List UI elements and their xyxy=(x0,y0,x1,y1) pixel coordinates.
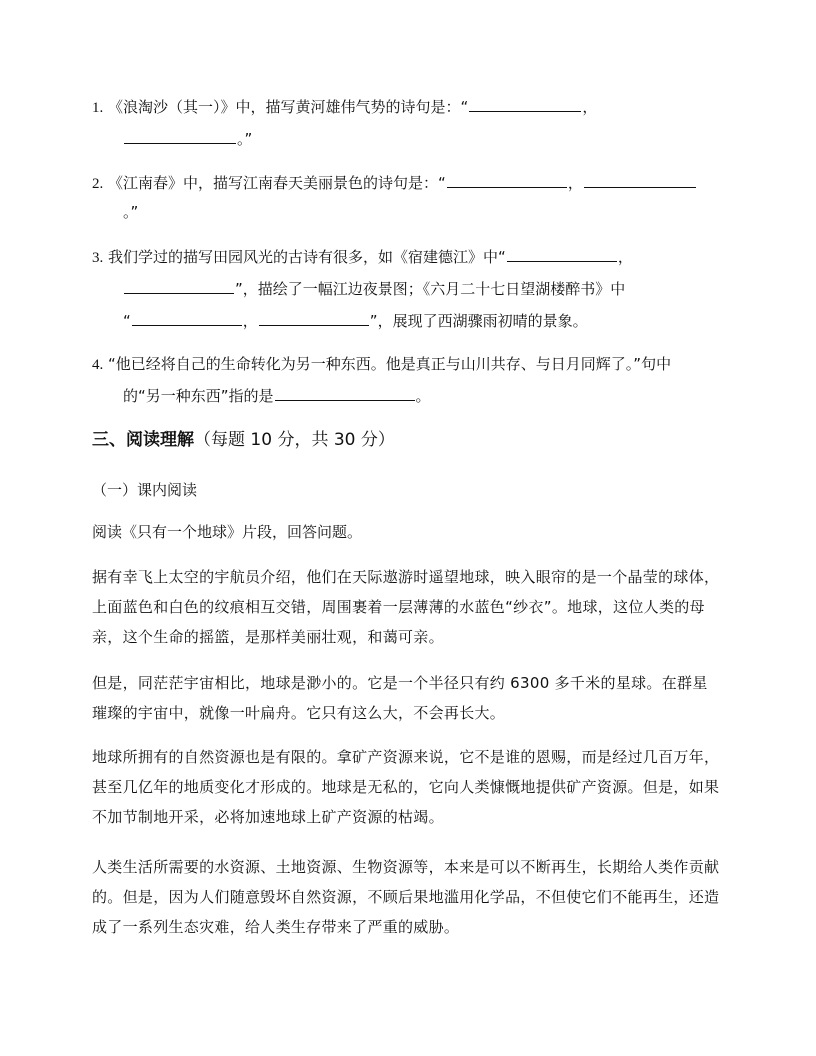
quote-mark: “ xyxy=(123,312,131,330)
passage-paragraph-2: 但是，同茫茫宇宙相比，地球是渺小的。它是一个半径只有约 6300 多千米的星球。在群星璀璨的宇宙中，就像一叶扁舟。它只有这么大，不会再长大。 xyxy=(92,674,708,722)
subsection-title: （一）课内阅读 xyxy=(92,481,198,499)
answer-blank[interactable] xyxy=(447,172,567,188)
question-1-line-2 xyxy=(123,128,252,149)
question-number: 3. xyxy=(92,250,104,266)
question-text: 的“另一种东西”指的是 xyxy=(123,387,274,405)
answer-blank[interactable] xyxy=(259,310,369,326)
passage-paragraph-3: 地球所拥有的自然资源也是有限的。拿矿产资源来说，它不是谁的恩赐，而是经过几百万年，甚至几亿年的地质变化才形成的。地球是无私的，它向人类慷慨地提供矿产资源。但是，如果不加节制地开采，必将加速地球上矿产资源的枯竭。 xyxy=(92,748,720,826)
question-3-line-2 xyxy=(123,278,625,299)
section-heading xyxy=(92,428,395,452)
answer-blank[interactable] xyxy=(507,246,617,262)
question-4-line-2 xyxy=(123,385,431,406)
question-end: 。 xyxy=(415,387,431,405)
separator: ， xyxy=(582,98,598,116)
question-text: “他已经将自己的生命转化为另一种东西。他是真正与山川共存、与日月同辉了。”句中 xyxy=(108,355,672,373)
question-3-line-3 xyxy=(123,310,588,331)
question-4-line-1 xyxy=(92,354,671,375)
question-number: 4. xyxy=(92,357,104,373)
separator: ， xyxy=(242,312,258,330)
question-1-line-1 xyxy=(92,96,597,118)
passage-paragraph-4: 人类生活所需要的水资源、土地资源、生物资源等，本来是可以不断再生，长期给人类作贡献的。但是，因为人们随意毁坏自然资源，不顾后果地滥用化学品，不但使它们不能再生，还造成了一系列生态灾难，给人类生存带来了严重的威胁。 xyxy=(92,858,720,936)
question-number: 1. xyxy=(92,100,104,116)
question-number: 2. xyxy=(92,176,104,192)
answer-blank[interactable] xyxy=(132,310,242,326)
answer-blank[interactable] xyxy=(124,128,236,144)
section-title: 三、阅读理解 xyxy=(92,430,194,450)
answer-blank[interactable] xyxy=(469,96,581,112)
section-note: （每题 10 分，共 30 分） xyxy=(194,430,395,450)
question-text: ”，展现了西湖骤雨初晴的景象。 xyxy=(369,312,588,330)
separator: ， xyxy=(567,174,583,192)
passage-paragraph-1: 据有幸飞上太空的宇航员介绍，他们在天际遨游时遥望地球，映入眼帘的是一个晶莹的球体，上面蓝色和白色的纹痕相互交错，周围裹着一层薄薄的水蓝色“纱衣”。地球，这位人类的母亲，这个生命的摇篮，是那样美丽壮观，和蔼可亲。 xyxy=(92,568,720,646)
question-2-line-2 xyxy=(123,202,138,222)
reading-instruction: 阅读《只有一个地球》片段，回答问题。 xyxy=(92,523,363,541)
question-text: 我们学过的描写田园风光的古诗有很多，如《宿建德江》中“ xyxy=(108,248,506,266)
answer-blank[interactable] xyxy=(584,172,696,188)
answer-blank[interactable] xyxy=(275,385,415,401)
question-text: 《浪淘沙（其一）》中，描写黄河雄伟气势的诗句是：“ xyxy=(108,98,469,116)
question-3-line-1 xyxy=(92,246,633,268)
question-end: 。” xyxy=(237,130,253,148)
separator: ， xyxy=(617,248,633,266)
question-text: 《江南春》中，描写江南春天美丽景色的诗句是：“ xyxy=(108,174,446,192)
answer-blank[interactable] xyxy=(124,278,234,294)
question-text: ”，描绘了一幅江边夜景图；《六月二十七日望湖楼醉书》中 xyxy=(235,280,626,298)
question-2-line-1 xyxy=(92,172,697,194)
question-end: 。” xyxy=(123,203,139,221)
